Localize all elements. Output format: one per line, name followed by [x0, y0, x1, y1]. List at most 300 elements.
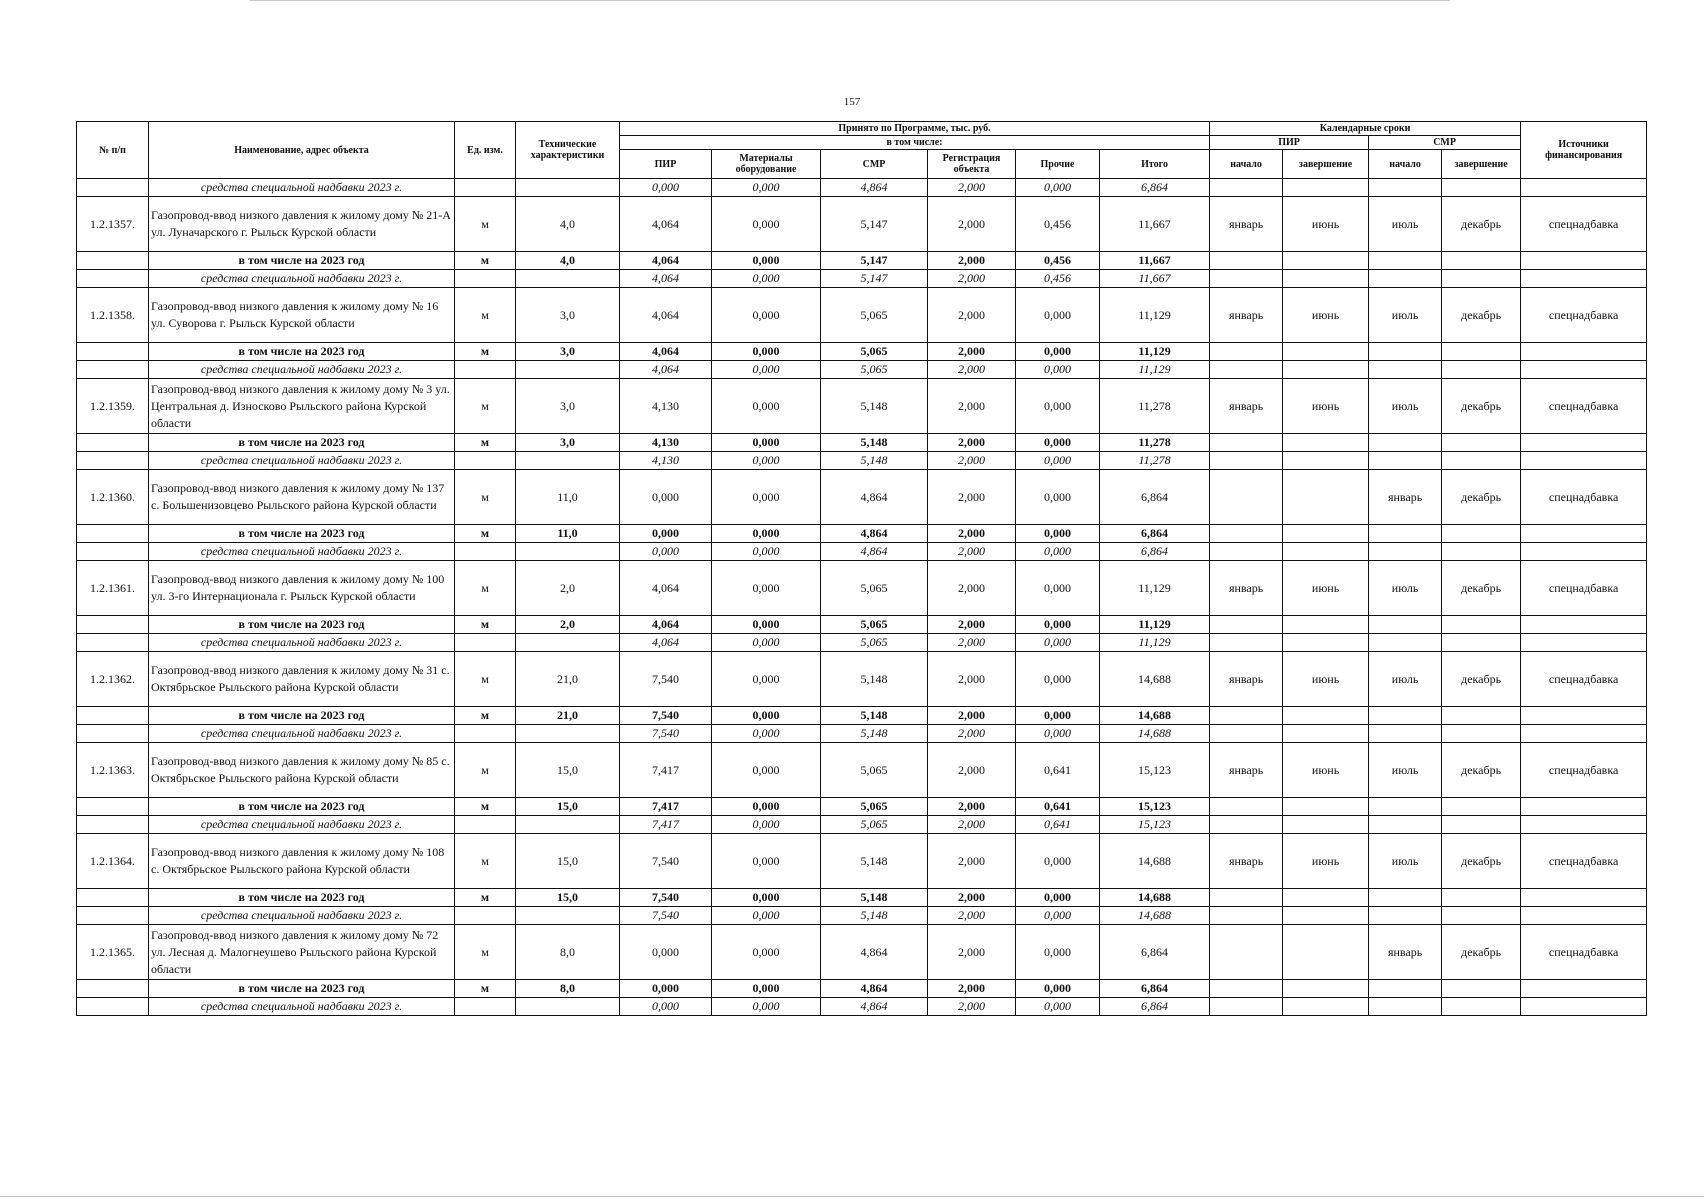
cell-registration: 2,000	[928, 379, 1016, 434]
cell-pir: 0,000	[620, 543, 712, 561]
cell-total: 6,864	[1100, 998, 1210, 1016]
cell-other: 0,000	[1016, 616, 1100, 634]
object-name: Газопровод-ввод низкого давления к жилому дому № 137 с. Большенизовцево Рыльского района Курской области	[149, 470, 455, 525]
cell-pir: 0,000	[620, 980, 712, 998]
cell-smr: 5,147	[821, 270, 928, 288]
cell-total: 11,278	[1100, 434, 1210, 452]
header-smr-end: завершение	[1442, 150, 1521, 179]
cell-pir: 7,540	[620, 889, 712, 907]
cell-pir: 4,064	[620, 343, 712, 361]
cell-smr: 5,148	[821, 379, 928, 434]
pir-end: июнь	[1283, 834, 1369, 889]
unit: м	[455, 798, 516, 816]
cell-smr: 5,148	[821, 434, 928, 452]
cell-smr: 4,864	[821, 470, 928, 525]
header-smr-start: начало	[1369, 150, 1442, 179]
cell-total: 11,129	[1100, 561, 1210, 616]
subtotal-label: в том числе на 2023 год	[149, 252, 455, 270]
cell-registration: 2,000	[928, 616, 1016, 634]
cell-total: 14,688	[1100, 707, 1210, 725]
cell-pir: 0,000	[620, 925, 712, 980]
cell-materials: 0,000	[712, 652, 821, 707]
cell-total: 6,864	[1100, 925, 1210, 980]
header-registration: Регистрация объекта	[928, 150, 1016, 179]
cell-materials: 0,000	[712, 379, 821, 434]
cell-registration: 2,000	[928, 980, 1016, 998]
cell-other: 0,000	[1016, 288, 1100, 343]
tech-characteristic: 15,0	[516, 889, 620, 907]
object-name: Газопровод-ввод низкого давления к жилому дому № 3 ул. Центральная д. Износково Рыльского района Курской области	[149, 379, 455, 434]
cell-registration: 2,000	[928, 197, 1016, 252]
table-row-source	[77, 543, 1647, 561]
cell-registration: 2,000	[928, 834, 1016, 889]
cell-registration: 2,000	[928, 798, 1016, 816]
header-cal-smr: СМР	[1369, 136, 1521, 150]
source-label: средства специальной надбавки 2023 г.	[149, 725, 455, 743]
cell-other: 0,000	[1016, 343, 1100, 361]
header-pir: ПИР	[620, 150, 712, 179]
tech-characteristic: 11,0	[516, 525, 620, 543]
pir-start: январь	[1210, 561, 1283, 616]
tech-characteristic: 4,0	[516, 197, 620, 252]
smr-end: декабрь	[1442, 743, 1521, 798]
funding-source: спецнадбавка	[1521, 197, 1647, 252]
object-name: Газопровод-ввод низкого давления к жилому дому № 16 ул. Суворова г. Рыльск Курской области	[149, 288, 455, 343]
unit: м	[455, 197, 516, 252]
cell-total: 15,123	[1100, 798, 1210, 816]
row-number: 1.2.1363.	[77, 743, 149, 798]
cell-other: 0,000	[1016, 652, 1100, 707]
cell-smr: 5,148	[821, 834, 928, 889]
cell-total: 11,129	[1100, 634, 1210, 652]
object-name: Газопровод-ввод низкого давления к жилому дому № 100 ул. 3-го Интернационала г. Рыльск Курской области	[149, 561, 455, 616]
cell-other: 0,641	[1016, 798, 1100, 816]
object-name: Газопровод-ввод низкого давления к жилому дому № 72 ул. Лесная д. Малогнеушево Рыльского района Курской области	[149, 925, 455, 980]
cell-pir: 4,130	[620, 452, 712, 470]
header-cal-pir: ПИР	[1210, 136, 1369, 150]
cell-pir: 4,064	[620, 197, 712, 252]
cell-pir: 7,540	[620, 707, 712, 725]
cell-pir: 7,417	[620, 798, 712, 816]
cell-smr: 4,864	[821, 179, 928, 197]
cell-other: 0,000	[1016, 907, 1100, 925]
header-including: в том числе:	[620, 136, 1210, 150]
cell-materials: 0,000	[712, 743, 821, 798]
cell-other: 0,000	[1016, 379, 1100, 434]
funding-source: спецнадбавка	[1521, 561, 1647, 616]
cell-other: 0,000	[1016, 998, 1100, 1016]
pir-end: июнь	[1283, 197, 1369, 252]
table-row	[77, 197, 1647, 252]
object-name: Газопровод-ввод низкого давления к жилому дому № 31 с. Октябрьское Рыльского района Курской области	[149, 652, 455, 707]
header-other: Прочие	[1016, 150, 1100, 179]
table-row-subtotal	[77, 616, 1647, 634]
cell-total: 11,278	[1100, 452, 1210, 470]
cell-total: 14,688	[1100, 834, 1210, 889]
cell-smr: 5,147	[821, 197, 928, 252]
pir-start: январь	[1210, 743, 1283, 798]
unit: м	[455, 434, 516, 452]
cell-other: 0,456	[1016, 197, 1100, 252]
cell-smr: 4,864	[821, 998, 928, 1016]
cell-pir: 4,064	[620, 288, 712, 343]
cell-smr: 5,065	[821, 561, 928, 616]
subtotal-label: в том числе на 2023 год	[149, 889, 455, 907]
header-calendar: Календарные сроки	[1210, 122, 1521, 136]
pir-end: июнь	[1283, 379, 1369, 434]
cell-total: 6,864	[1100, 470, 1210, 525]
cell-pir: 7,417	[620, 743, 712, 798]
cell-registration: 2,000	[928, 816, 1016, 834]
tech-characteristic: 2,0	[516, 561, 620, 616]
table-row-subtotal	[77, 798, 1647, 816]
cell-total: 11,667	[1100, 197, 1210, 252]
header-num: № п/п	[77, 122, 149, 179]
smr-start: июль	[1369, 652, 1442, 707]
pir-start	[1210, 925, 1283, 980]
header-materials: Материалы оборудование	[712, 150, 821, 179]
table-row	[77, 470, 1647, 525]
table-row	[77, 288, 1647, 343]
table-row-source	[77, 452, 1647, 470]
pir-end: июнь	[1283, 743, 1369, 798]
funding-source: спецнадбавка	[1521, 470, 1647, 525]
tech-characteristic: 15,0	[516, 743, 620, 798]
cell-materials: 0,000	[712, 525, 821, 543]
cell-smr: 5,148	[821, 452, 928, 470]
smr-start: июль	[1369, 379, 1442, 434]
object-name: Газопровод-ввод низкого давления к жилому дому № 85 с. Октябрьское Рыльского района Курской области	[149, 743, 455, 798]
table-row	[77, 652, 1647, 707]
cell-materials: 0,000	[712, 470, 821, 525]
cell-smr: 4,864	[821, 980, 928, 998]
subtotal-label: в том числе на 2023 год	[149, 707, 455, 725]
cell-materials: 0,000	[712, 361, 821, 379]
table-row-source	[77, 634, 1647, 652]
cell-total: 15,123	[1100, 816, 1210, 834]
page-number: 157	[843, 96, 861, 108]
unit: м	[455, 652, 516, 707]
cell-smr: 5,065	[821, 288, 928, 343]
table-row-subtotal	[77, 252, 1647, 270]
cell-materials: 0,000	[712, 889, 821, 907]
header-pir-end: завершение	[1283, 150, 1369, 179]
cell-materials: 0,000	[712, 816, 821, 834]
header-smr: СМР	[821, 150, 928, 179]
tech-characteristic: 4,0	[516, 252, 620, 270]
cell-materials: 0,000	[712, 179, 821, 197]
cell-materials: 0,000	[712, 561, 821, 616]
cell-total: 6,864	[1100, 179, 1210, 197]
cell-other: 0,000	[1016, 725, 1100, 743]
cell-total: 11,278	[1100, 379, 1210, 434]
cell-materials: 0,000	[712, 452, 821, 470]
funding-source: спецнадбавка	[1521, 652, 1647, 707]
unit: м	[455, 525, 516, 543]
cell-registration: 2,000	[928, 925, 1016, 980]
cell-materials: 0,000	[712, 434, 821, 452]
cell-pir: 4,064	[620, 270, 712, 288]
pir-end	[1283, 470, 1369, 525]
smr-start: июль	[1369, 197, 1442, 252]
cell-registration: 2,000	[928, 652, 1016, 707]
subtotal-label: в том числе на 2023 год	[149, 798, 455, 816]
header-accepted: Принято по Программе, тыс. руб.	[620, 122, 1210, 136]
source-label: средства специальной надбавки 2023 г.	[149, 998, 455, 1016]
cell-pir: 0,000	[620, 470, 712, 525]
tech-characteristic: 8,0	[516, 925, 620, 980]
table-row-source	[77, 179, 1647, 197]
unit: м	[455, 379, 516, 434]
cell-other: 0,000	[1016, 707, 1100, 725]
tech-characteristic: 3,0	[516, 379, 620, 434]
cell-total: 14,688	[1100, 652, 1210, 707]
cell-total: 11,129	[1100, 343, 1210, 361]
cell-total: 14,688	[1100, 725, 1210, 743]
pir-start: январь	[1210, 379, 1283, 434]
row-number: 1.2.1360.	[77, 470, 149, 525]
cell-pir: 7,540	[620, 725, 712, 743]
table-row-source	[77, 361, 1647, 379]
table-row	[77, 561, 1647, 616]
cell-total: 11,667	[1100, 270, 1210, 288]
cell-smr: 5,065	[821, 361, 928, 379]
table-row-source	[77, 270, 1647, 288]
cell-smr: 4,864	[821, 525, 928, 543]
cell-other: 0,641	[1016, 743, 1100, 798]
table-row-source	[77, 725, 1647, 743]
subtotal-label: в том числе на 2023 год	[149, 434, 455, 452]
cell-pir: 4,130	[620, 379, 712, 434]
table-row	[77, 834, 1647, 889]
cell-pir: 4,064	[620, 361, 712, 379]
cell-other: 0,000	[1016, 925, 1100, 980]
cell-other: 0,000	[1016, 834, 1100, 889]
cell-registration: 2,000	[928, 179, 1016, 197]
cell-pir: 4,130	[620, 434, 712, 452]
row-number: 1.2.1364.	[77, 834, 149, 889]
table-row-subtotal	[77, 434, 1647, 452]
scan-top-edge	[250, 0, 1450, 1]
source-label: средства специальной надбавки 2023 г.	[149, 179, 455, 197]
cell-total: 11,129	[1100, 616, 1210, 634]
unit: м	[455, 470, 516, 525]
pir-start: январь	[1210, 197, 1283, 252]
tech-characteristic: 2,0	[516, 616, 620, 634]
cell-smr: 4,864	[821, 925, 928, 980]
table-row-subtotal	[77, 889, 1647, 907]
smr-start: июль	[1369, 561, 1442, 616]
cell-registration: 2,000	[928, 889, 1016, 907]
cell-other: 0,000	[1016, 543, 1100, 561]
program-table	[76, 121, 1647, 1016]
cell-materials: 0,000	[712, 725, 821, 743]
funding-source: спецнадбавка	[1521, 288, 1647, 343]
cell-smr: 5,065	[821, 343, 928, 361]
cell-materials: 0,000	[712, 798, 821, 816]
cell-registration: 2,000	[928, 907, 1016, 925]
header-total: Итого	[1100, 150, 1210, 179]
subtotal-label: в том числе на 2023 год	[149, 343, 455, 361]
cell-smr: 5,147	[821, 252, 928, 270]
smr-end: декабрь	[1442, 652, 1521, 707]
source-label: средства специальной надбавки 2023 г.	[149, 634, 455, 652]
smr-end: декабрь	[1442, 834, 1521, 889]
pir-end: июнь	[1283, 288, 1369, 343]
cell-total: 14,688	[1100, 889, 1210, 907]
cell-registration: 2,000	[928, 998, 1016, 1016]
cell-pir: 7,540	[620, 834, 712, 889]
cell-pir: 4,064	[620, 252, 712, 270]
unit: м	[455, 925, 516, 980]
unit: м	[455, 288, 516, 343]
cell-materials: 0,000	[712, 907, 821, 925]
cell-total: 11,667	[1100, 252, 1210, 270]
source-label: средства специальной надбавки 2023 г.	[149, 543, 455, 561]
table-body	[77, 179, 1647, 1016]
cell-smr: 5,065	[821, 798, 928, 816]
cell-total: 6,864	[1100, 525, 1210, 543]
cell-registration: 2,000	[928, 252, 1016, 270]
cell-materials: 0,000	[712, 707, 821, 725]
cell-other: 0,641	[1016, 816, 1100, 834]
header-sources: Источники финансирования	[1521, 122, 1647, 179]
table-row-source	[77, 907, 1647, 925]
cell-pir: 0,000	[620, 179, 712, 197]
cell-other: 0,000	[1016, 470, 1100, 525]
cell-materials: 0,000	[712, 343, 821, 361]
cell-other: 0,000	[1016, 889, 1100, 907]
cell-other: 0,000	[1016, 525, 1100, 543]
cell-materials: 0,000	[712, 616, 821, 634]
cell-registration: 2,000	[928, 525, 1016, 543]
cell-pir: 4,064	[620, 616, 712, 634]
unit: м	[455, 889, 516, 907]
cell-registration: 2,000	[928, 452, 1016, 470]
table-row-subtotal	[77, 980, 1647, 998]
tech-characteristic: 21,0	[516, 707, 620, 725]
unit: м	[455, 252, 516, 270]
tech-characteristic: 3,0	[516, 434, 620, 452]
smr-end: декабрь	[1442, 470, 1521, 525]
funding-source: спецнадбавка	[1521, 743, 1647, 798]
tech-characteristic: 3,0	[516, 288, 620, 343]
row-number: 1.2.1359.	[77, 379, 149, 434]
unit: м	[455, 343, 516, 361]
tech-characteristic: 21,0	[516, 652, 620, 707]
cell-pir: 4,064	[620, 561, 712, 616]
cell-smr: 5,065	[821, 616, 928, 634]
cell-other: 0,456	[1016, 270, 1100, 288]
smr-end: декабрь	[1442, 561, 1521, 616]
pir-start: январь	[1210, 288, 1283, 343]
subtotal-label: в том числе на 2023 год	[149, 616, 455, 634]
tech-characteristic: 3,0	[516, 343, 620, 361]
cell-other: 0,000	[1016, 179, 1100, 197]
cell-total: 15,123	[1100, 743, 1210, 798]
cell-other: 0,000	[1016, 561, 1100, 616]
pir-end: июнь	[1283, 652, 1369, 707]
cell-materials: 0,000	[712, 834, 821, 889]
table-row	[77, 925, 1647, 980]
cell-materials: 0,000	[712, 197, 821, 252]
smr-start: июль	[1369, 743, 1442, 798]
source-label: средства специальной надбавки 2023 г.	[149, 452, 455, 470]
smr-start: июль	[1369, 288, 1442, 343]
table-row-subtotal	[77, 707, 1647, 725]
cell-total: 6,864	[1100, 980, 1210, 998]
cell-materials: 0,000	[712, 288, 821, 343]
cell-pir: 0,000	[620, 525, 712, 543]
header-name: Наименование, адрес объекта	[149, 122, 455, 179]
unit: м	[455, 743, 516, 798]
funding-source: спецнадбавка	[1521, 379, 1647, 434]
pir-end	[1283, 925, 1369, 980]
cell-pir: 0,000	[620, 998, 712, 1016]
funding-source: спецнадбавка	[1521, 834, 1647, 889]
cell-smr: 5,148	[821, 707, 928, 725]
cell-total: 6,864	[1100, 543, 1210, 561]
cell-registration: 2,000	[928, 543, 1016, 561]
smr-start: январь	[1369, 925, 1442, 980]
cell-pir: 7,540	[620, 652, 712, 707]
cell-registration: 2,000	[928, 743, 1016, 798]
smr-start: июль	[1369, 834, 1442, 889]
unit: м	[455, 980, 516, 998]
smr-end: декабрь	[1442, 925, 1521, 980]
unit: м	[455, 616, 516, 634]
source-label: средства специальной надбавки 2023 г.	[149, 816, 455, 834]
cell-materials: 0,000	[712, 998, 821, 1016]
smr-start: январь	[1369, 470, 1442, 525]
cell-pir: 7,417	[620, 816, 712, 834]
pir-start: январь	[1210, 652, 1283, 707]
unit: м	[455, 561, 516, 616]
table-row	[77, 743, 1647, 798]
cell-total: 14,688	[1100, 907, 1210, 925]
cell-registration: 2,000	[928, 270, 1016, 288]
cell-materials: 0,000	[712, 270, 821, 288]
unit: м	[455, 707, 516, 725]
pir-start: январь	[1210, 834, 1283, 889]
source-label: средства специальной надбавки 2023 г.	[149, 907, 455, 925]
table-row	[77, 379, 1647, 434]
table-row-subtotal	[77, 525, 1647, 543]
cell-smr: 4,864	[821, 543, 928, 561]
cell-registration: 2,000	[928, 634, 1016, 652]
object-name: Газопровод-ввод низкого давления к жилому дому № 108 с. Октябрьское Рыльского района Курской области	[149, 834, 455, 889]
smr-end: декабрь	[1442, 197, 1521, 252]
funding-source: спецнадбавка	[1521, 925, 1647, 980]
table-row-source	[77, 816, 1647, 834]
cell-pir: 4,064	[620, 634, 712, 652]
row-number: 1.2.1357.	[77, 197, 149, 252]
cell-materials: 0,000	[712, 980, 821, 998]
cell-registration: 2,000	[928, 561, 1016, 616]
cell-materials: 0,000	[712, 252, 821, 270]
cell-registration: 2,000	[928, 434, 1016, 452]
cell-registration: 2,000	[928, 725, 1016, 743]
cell-smr: 5,148	[821, 889, 928, 907]
smr-end: декабрь	[1442, 288, 1521, 343]
cell-smr: 5,148	[821, 725, 928, 743]
header-pir-start: начало	[1210, 150, 1283, 179]
source-label: средства специальной надбавки 2023 г.	[149, 361, 455, 379]
subtotal-label: в том числе на 2023 год	[149, 525, 455, 543]
cell-registration: 2,000	[928, 470, 1016, 525]
row-number: 1.2.1365.	[77, 925, 149, 980]
cell-smr: 5,065	[821, 743, 928, 798]
